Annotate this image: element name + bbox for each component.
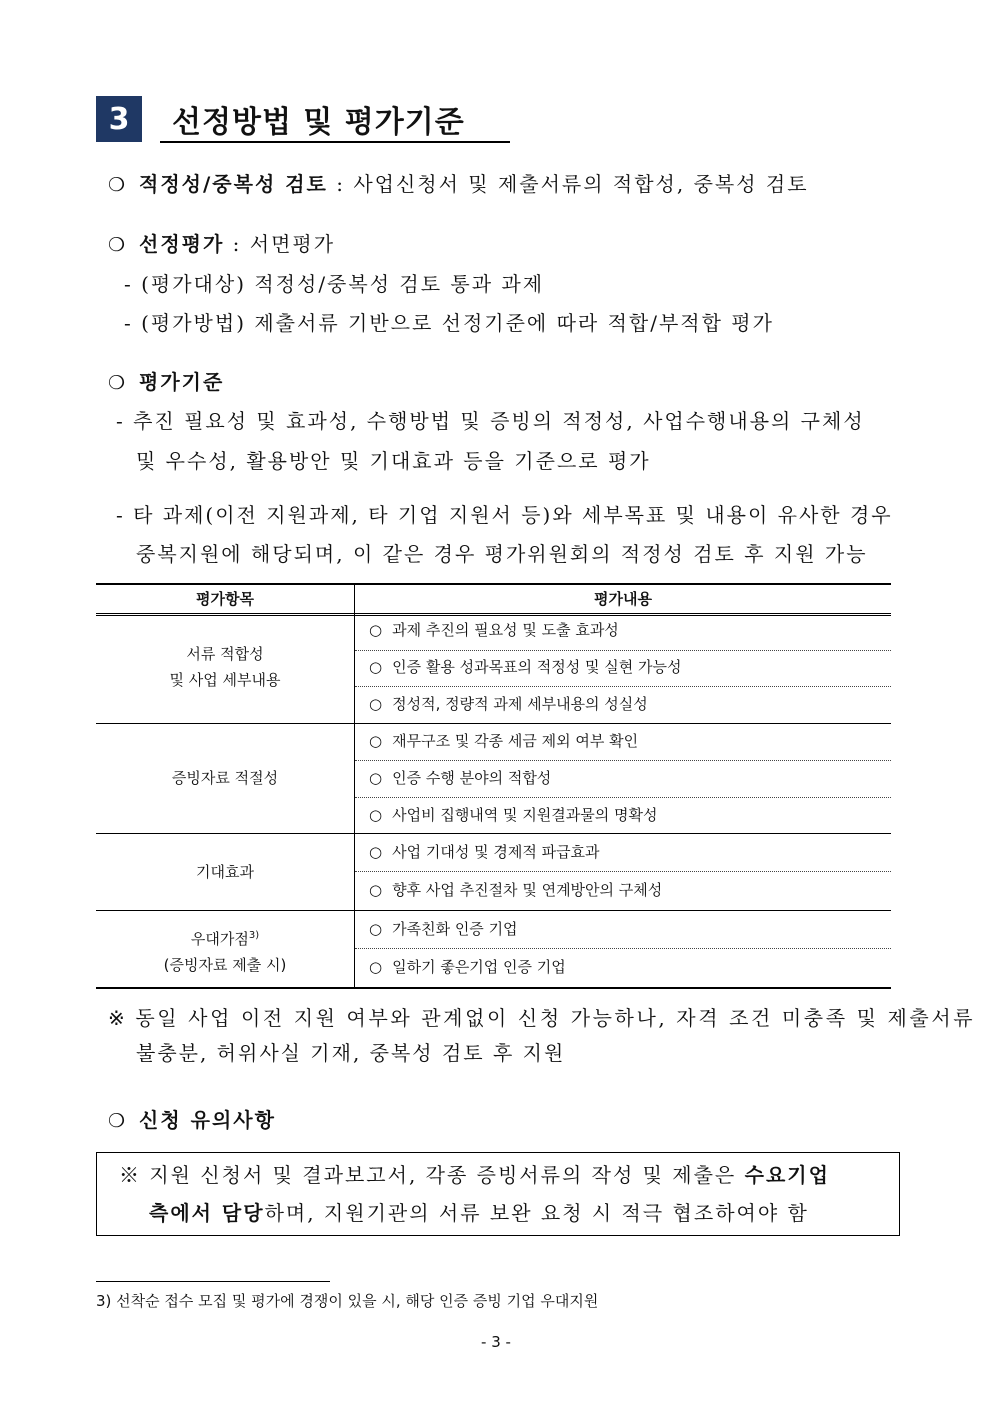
notice-line-1: ※ 지원 신청서 및 결과보고서, 각종 증빙서류의 작성 및 제출은 수요기업 <box>119 1163 830 1187</box>
bullet-icon: ❍ <box>108 174 128 196</box>
selection-sub-2: - (평가방법) 제출서류 기반으로 선정기준에 따라 적합/부적합 평가 <box>124 311 774 335</box>
table-cell: ○ 향후 사업 추진절차 및 연계방안의 구체성 <box>369 881 663 899</box>
bullet-icon: ❍ <box>108 1110 128 1132</box>
section-title-underline <box>160 141 510 143</box>
criteria-para1-line1: - 추진 필요성 및 효과성, 수행방법 및 증빙의 적정성, 사업수행내용의 구체성 <box>116 409 865 433</box>
criteria-para1-line2: 및 우수성, 활용방안 및 기대효과 등을 기준으로 평가 <box>136 449 651 473</box>
circle-bullet-icon: ○ <box>369 621 383 639</box>
item-criteria <box>108 368 224 397</box>
table-cell: ○ 일하기 좋은기업 인증 기업 <box>369 958 566 976</box>
circle-bullet-icon: ○ <box>369 658 383 676</box>
circle-bullet-icon: ○ <box>369 732 383 750</box>
section-number: 3 <box>96 96 142 142</box>
circle-bullet-icon: ○ <box>369 920 383 938</box>
reference-mark-icon: ※ <box>108 1006 128 1030</box>
table-cell: ○ 인증 활용 성과목표의 적정성 및 실현 가능성 <box>369 658 682 676</box>
table-cell: ○ 재무구조 및 각종 세금 제외 여부 확인 <box>369 732 639 750</box>
circle-bullet-icon: ○ <box>369 843 383 861</box>
item-cautions-head: 신청 유의사항 <box>139 1108 276 1132</box>
item-review-text: 사업신청서 및 제출서류의 적합성, 중복성 검토 <box>353 172 809 196</box>
table-cell: ○ 사업비 집행내역 및 지원결과물의 명확성 <box>369 806 658 824</box>
footnote: 3) 선착순 접수 모집 및 평가에 경쟁이 있을 시, 해당 인증 증빙 기업 우대지원 <box>96 1292 599 1310</box>
table-header-item: 평가항목 <box>196 590 254 608</box>
circle-bullet-icon: ○ <box>369 695 383 713</box>
circle-bullet-icon: ○ <box>369 958 383 976</box>
table-cell: ○ 정성적, 정량적 과제 세부내용의 성실성 <box>369 695 648 713</box>
table-cell: ○ 인증 수행 분야의 적합성 <box>369 769 552 787</box>
circle-bullet-icon: ○ <box>369 881 383 899</box>
table-header-row <box>96 583 891 616</box>
table-cell: ○ 과제 추진의 필요성 및 도출 효과성 <box>369 621 619 639</box>
item-criteria-head: 평가기준 <box>139 370 225 394</box>
notice-line-2: 측에서 담당하며, 지원기관의 서류 보완 요청 시 적극 협조하여야 함 <box>149 1201 809 1225</box>
table-header-content: 평가내용 <box>594 590 652 608</box>
note-line-1: ※ 동일 사업 이전 지원 여부와 관계없이 신청 가능하나, 자격 조건 미충족 및 제출서류 <box>108 1006 976 1030</box>
criteria-para2-line2: 중복지원에 해당되며, 이 같은 경우 평가위원회의 적정성 검토 후 지원 가능 <box>136 542 868 566</box>
selection-sub-1: - (평가대상) 적정성/중복성 검토 통과 과제 <box>124 272 545 296</box>
group-1-name: 서류 적합성 및 사업 세부내용 <box>169 645 281 689</box>
item-review: ❍ 적정성/중복성 검토 : 사업신청서 및 제출서류의 적합성, 중복성 검토 <box>108 172 809 196</box>
note-line-2: 불충분, 허위사실 기재, 중복성 검토 후 지원 <box>136 1041 566 1065</box>
circle-bullet-icon: ○ <box>369 806 383 824</box>
table-cell: ○ 사업 기대성 및 경제적 파급효과 <box>369 843 600 861</box>
notice-box <box>96 1152 900 1236</box>
bullet-icon: ❍ <box>108 234 128 256</box>
bullet-icon: ❍ <box>108 372 128 394</box>
item-cautions <box>108 1106 276 1135</box>
criteria-para2-line1: - 타 과제(이전 지원과제, 타 기업 지원서 등)와 세부목표 및 내용이 유사한 경우 <box>116 503 893 527</box>
page-number: - 3 - <box>481 1333 511 1351</box>
item-review-head: 적정성/중복성 검토 <box>139 172 328 196</box>
table-cell: ○ 가족친화 인증 기업 <box>369 920 518 938</box>
item-selection: ❍ 선정평가 : 서면평가 <box>108 232 336 256</box>
group-2-name: 증빙자료 적절성 <box>171 769 279 787</box>
item-selection-text: 서면평가 <box>249 232 336 256</box>
group-3-name: 기대효과 <box>196 863 254 881</box>
circle-bullet-icon: ○ <box>369 769 383 787</box>
item-selection-head: 선정평가 <box>139 232 225 256</box>
section-title: 선정방법 및 평가기준 <box>172 105 465 140</box>
footnote-rule <box>96 1281 330 1282</box>
group-4-name: 우대가점$^{3)}$ (증빙자료 제출 시) <box>163 930 287 974</box>
